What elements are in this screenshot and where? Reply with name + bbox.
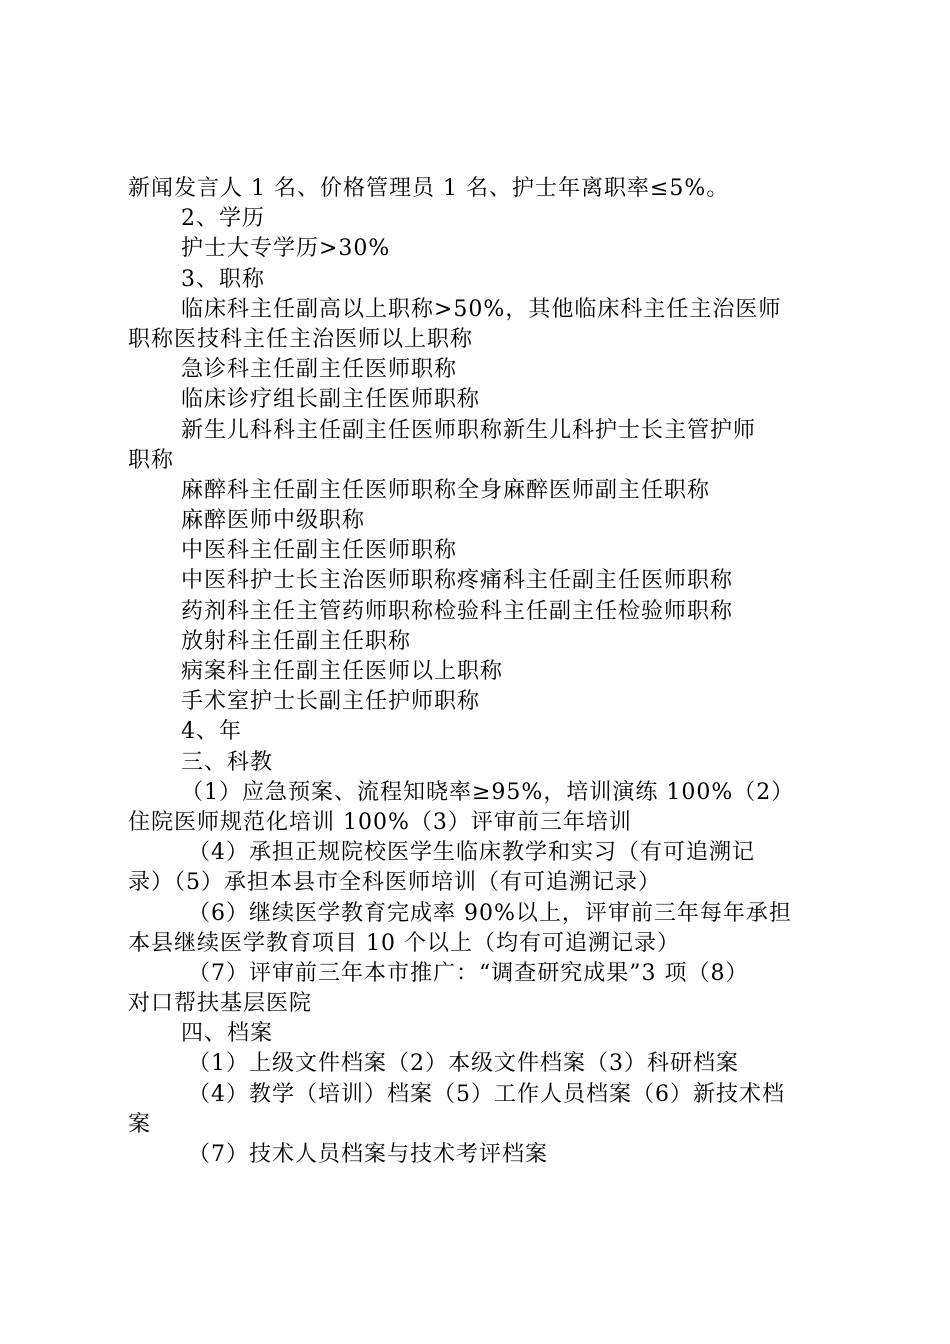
text-line: 护士大专学历>30%	[181, 236, 391, 262]
text-line: 临床科主任副高以上职称>50%，其他临床科主任主治医师	[181, 296, 782, 322]
text-line: 麻醉医师中级职称	[181, 508, 366, 534]
text-line: 职称	[128, 447, 175, 473]
document-body	[128, 174, 833, 1170]
text-line: 病案科主任副主任医师以上职称	[181, 659, 504, 684]
text-line: 药剂科主任主管药师职称检验科主任副主任检验师职称	[181, 598, 734, 624]
text-line: 手术室护士长副主任护师职称	[181, 689, 481, 715]
text-line: 新闻发言人 1 名、价格管理员 1 名、护士年离职率≤5%。	[128, 176, 730, 201]
section-heading: 3、职称	[181, 266, 265, 292]
text-line: （1）应急预案、流程知晓率≥95%，培训演练 100%（2）	[181, 779, 795, 805]
text-line: （4）承担正规院校医学生临床教学和实习（有可追溯记	[188, 840, 755, 866]
text-line: 对口帮扶基层医院	[128, 991, 313, 1017]
section-heading: 2、学历	[181, 206, 265, 232]
text-line: 中医科主任副主任医师职称	[181, 538, 458, 564]
text-line: 录）（5）承担本县市全科医师培训（有可追溯记录）	[128, 870, 661, 896]
text-line: 住院医师规范化培训 100%（3）评审前三年培训	[128, 809, 632, 835]
text-line: （6）继续医学教育完成率 90%以上，评审前三年每年承担	[188, 900, 792, 926]
text-line: 放射科主任副主任职称	[181, 628, 412, 654]
text-line: 职称医技科主任主治医师以上职称	[128, 326, 474, 352]
text-line: （4）教学（培训）档案（5）工作人员档案（6）新技术档	[188, 1081, 785, 1107]
text-line: （7）技术人员档案与技术考评档案	[188, 1142, 548, 1167]
text-line: （7）评审前三年本市推广：“调查研究成果”3 项（8）	[188, 960, 749, 986]
text-line: （1）上级文件档案（2）本级文件档案（3）科研档案	[188, 1051, 739, 1077]
text-line: 案	[128, 1111, 152, 1137]
text-line: 临床诊疗组长副主任医师职称	[181, 387, 481, 413]
text-line: 麻醉科主任副主任医师职称全身麻醉医师副主任职称	[181, 477, 711, 503]
text-line: 急诊科主任副主任医师职称	[181, 357, 458, 383]
text-line: 本县继续医学教育项目 10 个以上（均有可追溯记录）	[128, 930, 680, 956]
section-heading: 三、科教	[181, 749, 274, 775]
text-line: 新生儿科科主任副主任医师职称新生儿科护士长主管护师	[181, 417, 757, 443]
text-line: 中医科护士长主治医师职称疼痛科主任副主任医师职称	[181, 568, 734, 594]
section-heading: 4、年	[181, 719, 242, 745]
section-heading: 四、档案	[181, 1021, 274, 1047]
